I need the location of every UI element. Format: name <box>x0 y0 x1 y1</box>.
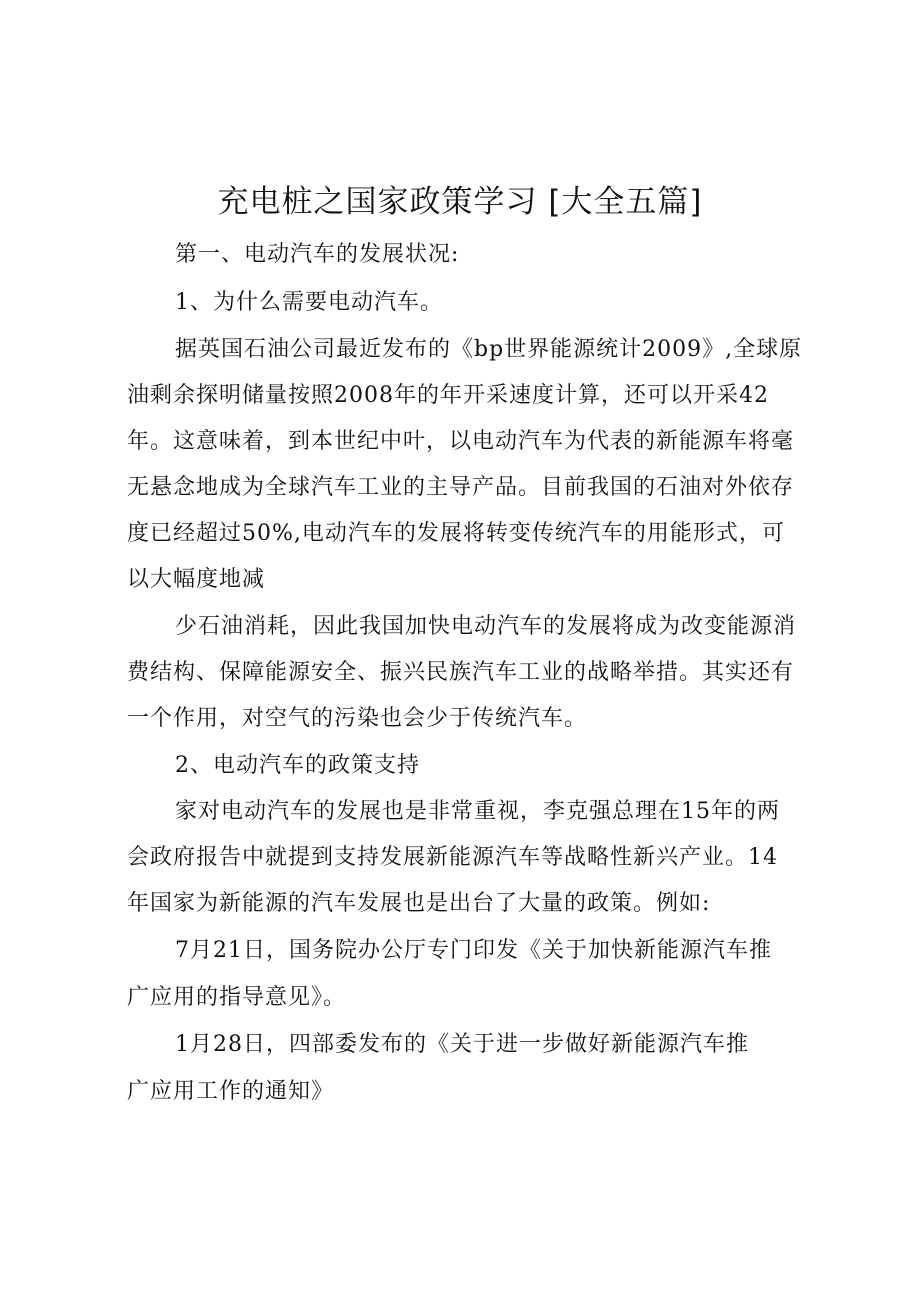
paragraph-line: 会政府报告中就提到支持发展新能源汽车等战略性新兴产业。14 <box>127 845 778 870</box>
paragraph-line: 费结构、保障能源安全、振兴民族汽车工业的战略举措。其实还有 <box>127 660 795 685</box>
paragraph-line: 据英国石油公司最近发布的《bp世界能源统计2009》,全球原 <box>175 337 803 362</box>
paragraph-line: 1月28日，四部委发布的《关于进一步做好新能源汽车推 <box>175 1032 749 1057</box>
paragraph-line: 以大幅度地减 <box>127 567 266 592</box>
paragraph-line: 广应用的指导意见》。 <box>127 985 347 1010</box>
paragraph-line: 家对电动汽车的发展也是非常重视，李克强总理在15年的两 <box>175 799 780 824</box>
paragraph-line: 无悬念地成为全球汽车工业的主导产品。目前我国的石油对外依存 <box>127 475 795 500</box>
subheading: 1、为什么需要电动汽车。 <box>175 290 443 315</box>
paragraph-line: 油剩余探明储量按照2008年的年开采速度计算，还可以开采42 <box>127 383 769 408</box>
paragraph-line: 广应用工作的通知》 <box>127 1079 335 1104</box>
paragraph-line: 7月21日，国务院办公厅专门印发《关于加快新能源汽车推 <box>175 938 772 963</box>
subheading: 2、电动汽车的政策支持 <box>175 753 420 778</box>
paragraph-line: 年。这意味着，到本世纪中叶，以电动汽车为代表的新能源车将毫 <box>127 429 795 454</box>
paragraph-line: 少石油消耗，因此我国加快电动汽车的发展将成为改变能源消 <box>175 614 797 639</box>
paragraph-line: 一个作用，对空气的污染也会少于传统汽车。 <box>127 706 588 731</box>
section-heading: 第一、电动汽车的发展状况: <box>175 242 460 267</box>
document-title: 充电桩之国家政策学习 [大全五篇] <box>217 184 703 220</box>
paragraph-line: 度已经超过50%,电动汽车的发展将转变传统汽车的用能形式，可 <box>127 521 785 546</box>
paragraph-line: 年国家为新能源的汽车发展也是出台了大量的政策。例如: <box>127 891 711 916</box>
